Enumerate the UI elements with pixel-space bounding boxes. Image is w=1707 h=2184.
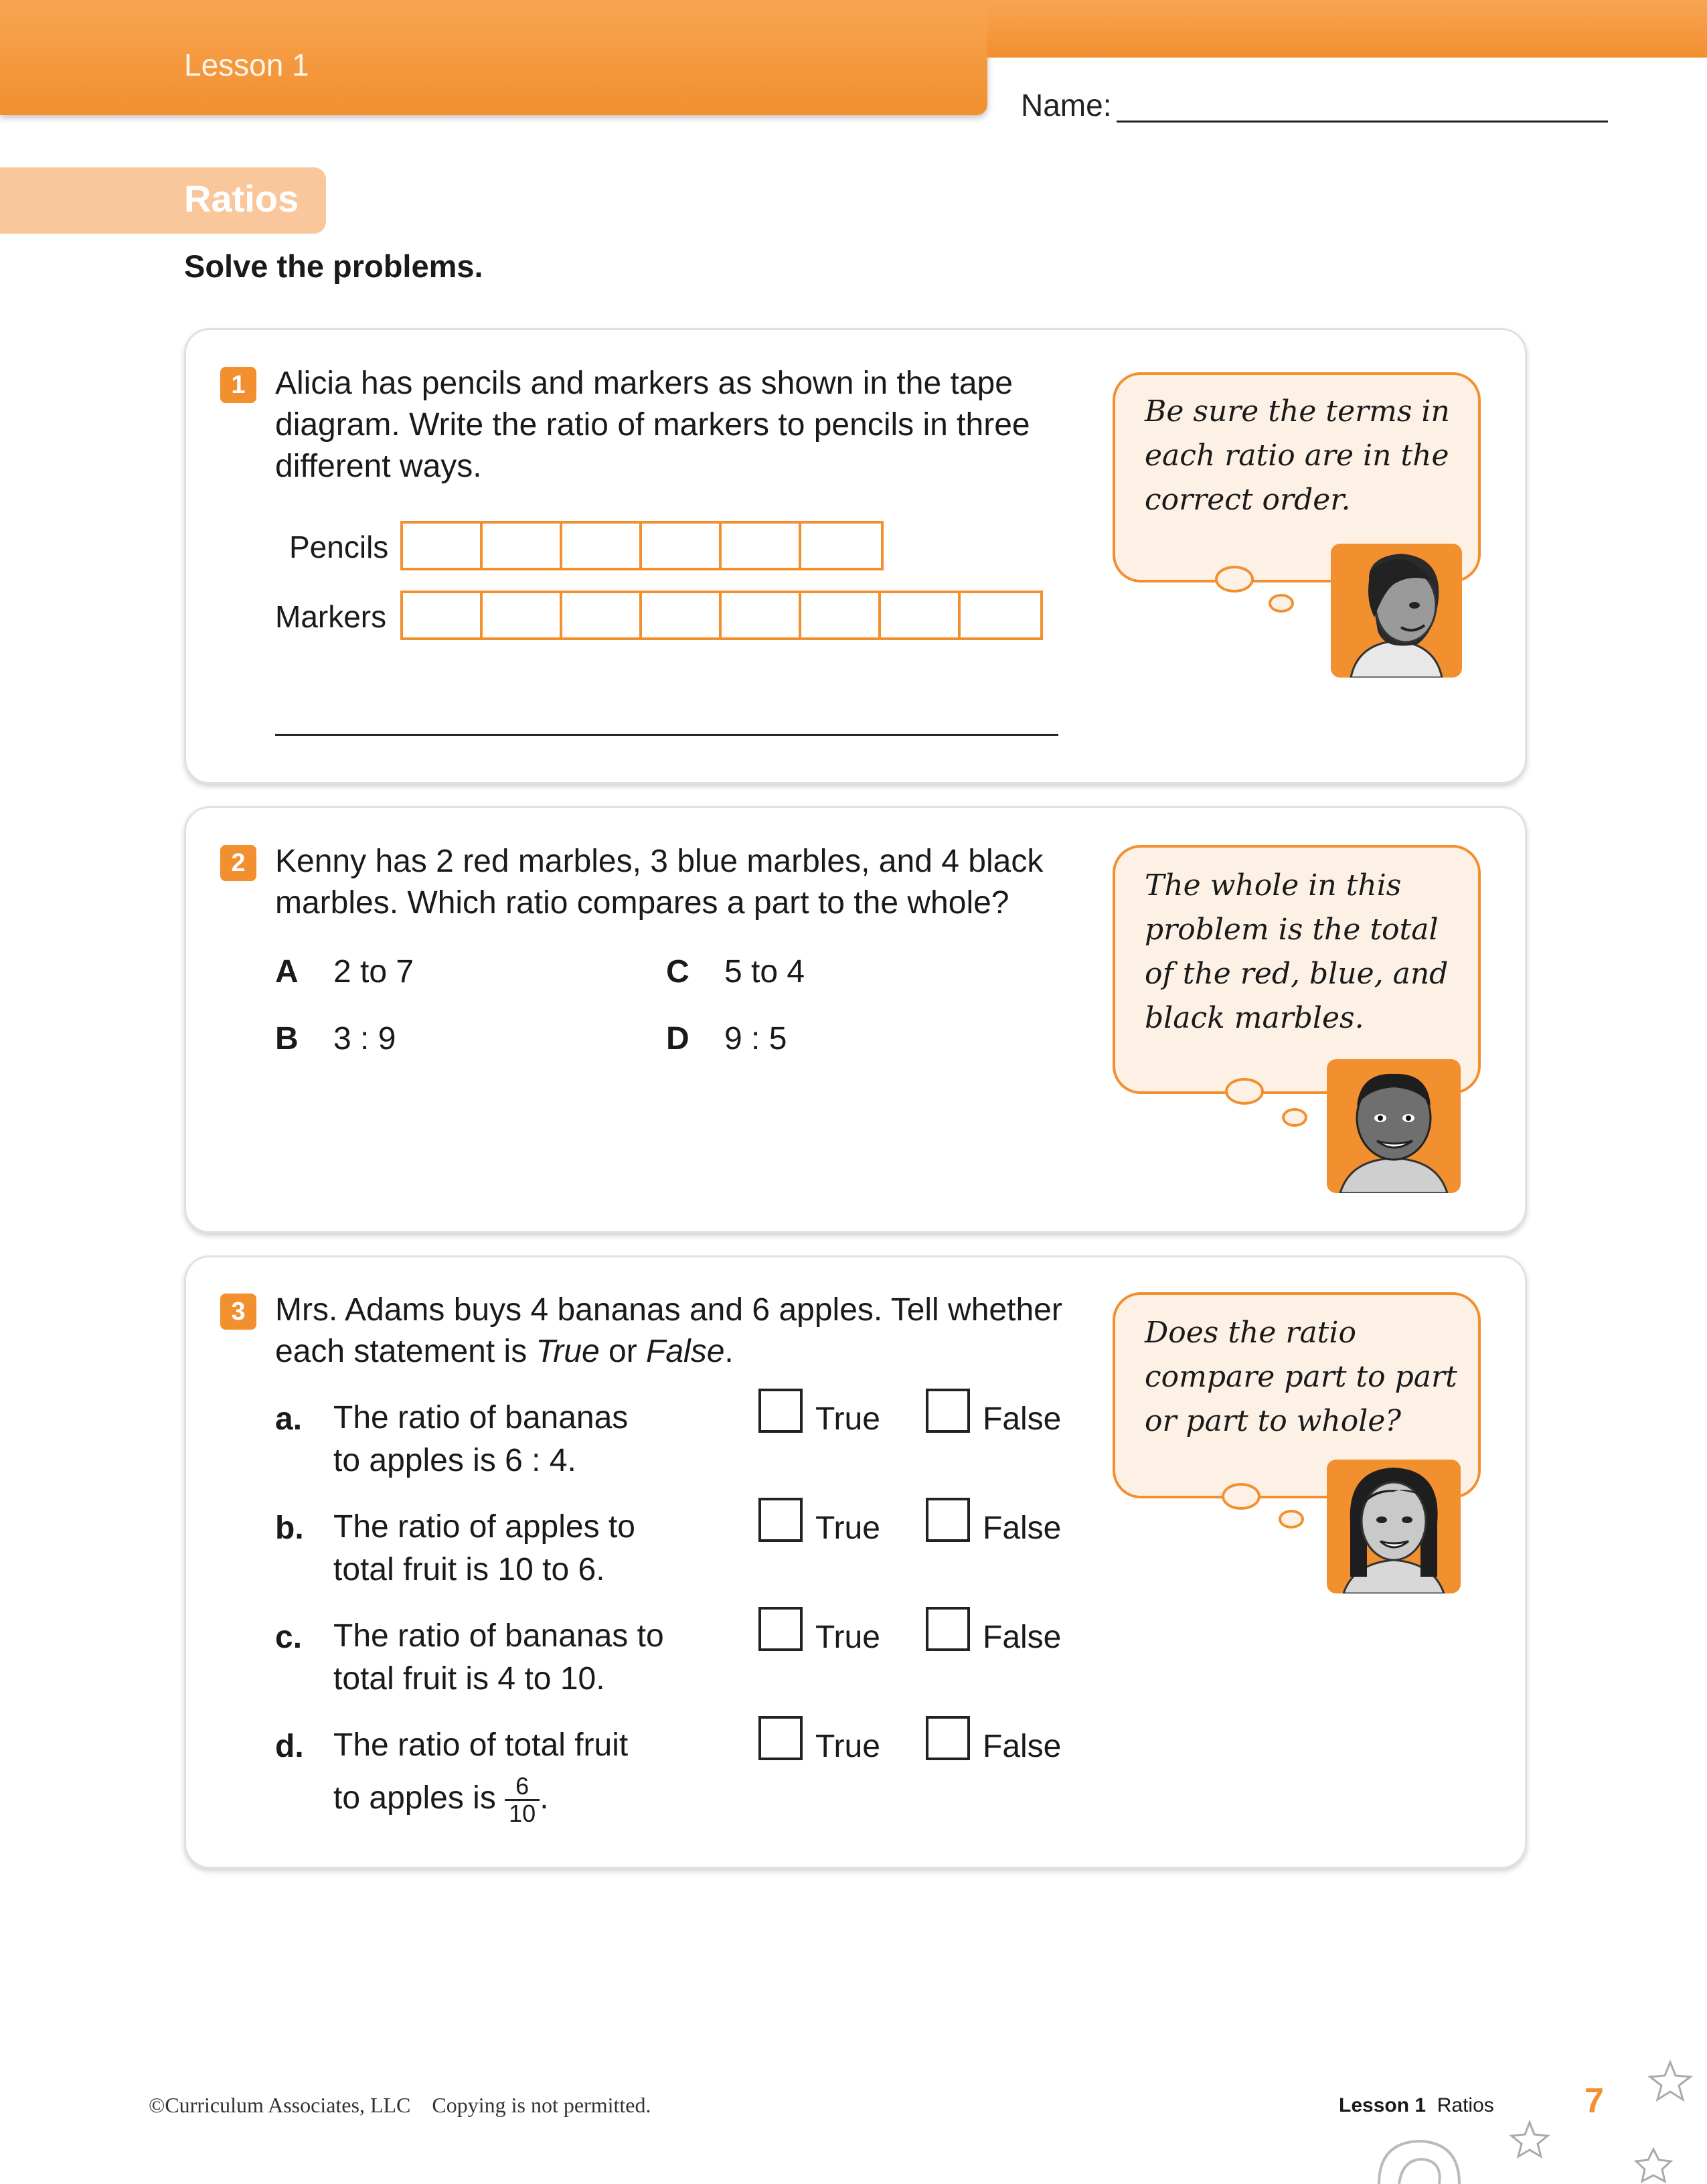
hint-3-text: Does the ratio compare part to part or part to whole? xyxy=(1145,1316,1457,1438)
statement-d-line2 xyxy=(333,1774,708,1826)
problem-number-badge: 3 xyxy=(220,1294,256,1330)
false-label: False xyxy=(983,1620,1062,1655)
footer-lesson-title: Ratios xyxy=(1437,2094,1494,2116)
header-strip xyxy=(987,0,1707,58)
problem-3-text-or: or xyxy=(599,1334,647,1369)
fraction-denominator: 10 xyxy=(509,1800,536,1827)
problem-2-text: Kenny has 2 red marbles, 3 blue marbles, and 4 black marbles. Which ratio compares a part to the whole? xyxy=(275,844,1044,921)
false-label: False xyxy=(983,1401,1062,1437)
statement-a-true-checkbox[interactable] xyxy=(758,1389,803,1433)
problem-3-text-false: False xyxy=(646,1334,725,1369)
problem-number-badge: 2 xyxy=(220,845,256,881)
student-avatar-girl xyxy=(1331,544,1462,678)
tape-cell xyxy=(801,593,881,637)
tape-cell xyxy=(403,593,483,637)
lesson-label: Lesson 1 xyxy=(184,48,309,82)
statement-c-text xyxy=(333,1615,708,1701)
student-avatar-boy xyxy=(1327,1059,1461,1193)
false-label: False xyxy=(983,1729,1062,1764)
choice-a-letter: A xyxy=(275,954,299,990)
true-label: True xyxy=(815,1729,880,1764)
tape-cell xyxy=(961,593,1040,637)
fraction xyxy=(505,1774,540,1826)
statement-c-line2: total fruit is 4 to 10. xyxy=(333,1661,605,1697)
statement-a-text xyxy=(333,1397,708,1482)
tape-cell xyxy=(642,593,722,637)
hint-bubble-2 xyxy=(1113,845,1481,1094)
name-field-line[interactable] xyxy=(1117,121,1608,123)
problem-1-answer-line[interactable] xyxy=(275,734,1058,736)
statement-c-letter: c. xyxy=(275,1620,303,1655)
statement-d-text xyxy=(333,1724,708,1826)
tape-cell xyxy=(722,524,801,568)
statement-b-true-checkbox[interactable] xyxy=(758,1498,803,1542)
statement-d-letter: d. xyxy=(275,1729,304,1764)
true-label: True xyxy=(815,1510,880,1546)
problem-1-text: Alicia has pencils and markers as shown in the tape diagram. Write the ratio of markers to pencils in three different ways. xyxy=(275,366,1030,484)
true-label: True xyxy=(815,1620,880,1655)
tape-cell xyxy=(403,524,483,568)
choice-d-text[interactable]: 9 : 5 xyxy=(724,1021,787,1057)
false-label: False xyxy=(983,1510,1062,1546)
section-title: Ratios xyxy=(184,177,299,220)
hint-1-text: Be sure the terms in each ratio are in the correct order. xyxy=(1145,394,1450,517)
footer-copyright: ©Curriculum Associates, LLC Copying is not permitted. xyxy=(149,2093,651,2117)
girl-avatar-icon xyxy=(1327,1460,1461,1593)
statement-b-letter: b. xyxy=(275,1510,304,1546)
pencils-label: Pencils xyxy=(289,530,389,564)
page-number: 7 xyxy=(1584,2082,1604,2120)
decorative-stars-icon xyxy=(1366,2049,1707,2184)
tape-cell xyxy=(801,524,881,568)
student-avatar-girl-2 xyxy=(1327,1460,1461,1593)
name-label: Name: xyxy=(1021,88,1112,123)
problem-3-text xyxy=(275,1290,1078,1373)
statement-d-true-checkbox[interactable] xyxy=(758,1716,803,1760)
statement-b-line2: total fruit is 10 to 6. xyxy=(333,1552,605,1587)
thought-puff xyxy=(1225,1078,1264,1105)
hint-2-text: The whole in this problem is the total of the red, blue, and black marbles. xyxy=(1145,868,1449,1035)
girl-avatar-icon xyxy=(1331,544,1462,678)
choice-d-letter: D xyxy=(666,1021,689,1057)
thought-puff xyxy=(1282,1108,1307,1127)
choice-a-text[interactable]: 2 to 7 xyxy=(333,954,414,990)
statement-d-line2-text: to apples is xyxy=(333,1780,496,1816)
markers-label: Markers xyxy=(275,599,387,634)
choice-b-text[interactable]: 3 : 9 xyxy=(333,1021,396,1057)
statement-a-false-checkbox[interactable] xyxy=(926,1389,970,1433)
true-label: True xyxy=(815,1401,880,1437)
statement-a-letter: a. xyxy=(275,1401,303,1437)
fraction-numerator: 6 xyxy=(505,1774,540,1801)
tape-cell xyxy=(722,593,801,637)
statement-c-true-checkbox[interactable] xyxy=(758,1607,803,1651)
boy-avatar-icon xyxy=(1327,1059,1461,1193)
choice-c-letter: C xyxy=(666,954,689,990)
tape-cell xyxy=(562,524,642,568)
thought-puff xyxy=(1215,566,1254,593)
thought-puff xyxy=(1222,1483,1261,1510)
tape-cell xyxy=(881,593,961,637)
header-bar xyxy=(0,0,987,115)
statement-d-false-checkbox[interactable] xyxy=(926,1716,970,1760)
statement-b-text xyxy=(333,1506,708,1591)
footer-lesson-bold: Lesson 1 xyxy=(1339,2094,1427,2116)
markers-tape xyxy=(400,591,1043,640)
problem-number-badge: 1 xyxy=(220,367,256,403)
statement-a-line1: The ratio of bananas xyxy=(333,1400,629,1435)
statement-c-line1: The ratio of bananas to xyxy=(333,1618,664,1654)
problem-3-text-true: True xyxy=(536,1334,600,1369)
thought-puff xyxy=(1279,1510,1304,1529)
tape-cell xyxy=(483,593,562,637)
problem-3-text-end: . xyxy=(724,1334,734,1369)
thought-puff xyxy=(1269,594,1294,613)
statement-d-line1: The ratio of total fruit xyxy=(333,1727,629,1763)
statement-b-line1: The ratio of apples to xyxy=(333,1509,635,1545)
problem-3-text-start: Mrs. Adams buys 4 bananas and 6 apples. Tell whether each statement is xyxy=(275,1292,1062,1369)
statement-c-false-checkbox[interactable] xyxy=(926,1607,970,1651)
choice-b-letter: B xyxy=(275,1021,299,1057)
tape-cell xyxy=(483,524,562,568)
statement-a-line2: to apples is 6 : 4. xyxy=(333,1443,576,1478)
statement-b-false-checkbox[interactable] xyxy=(926,1498,970,1542)
statement-d-period: . xyxy=(540,1780,549,1816)
tape-cell xyxy=(642,524,722,568)
choice-c-text[interactable]: 5 to 4 xyxy=(724,954,805,990)
pencils-tape xyxy=(400,521,884,570)
tape-cell xyxy=(562,593,642,637)
instructions: Solve the problems. xyxy=(184,248,483,284)
